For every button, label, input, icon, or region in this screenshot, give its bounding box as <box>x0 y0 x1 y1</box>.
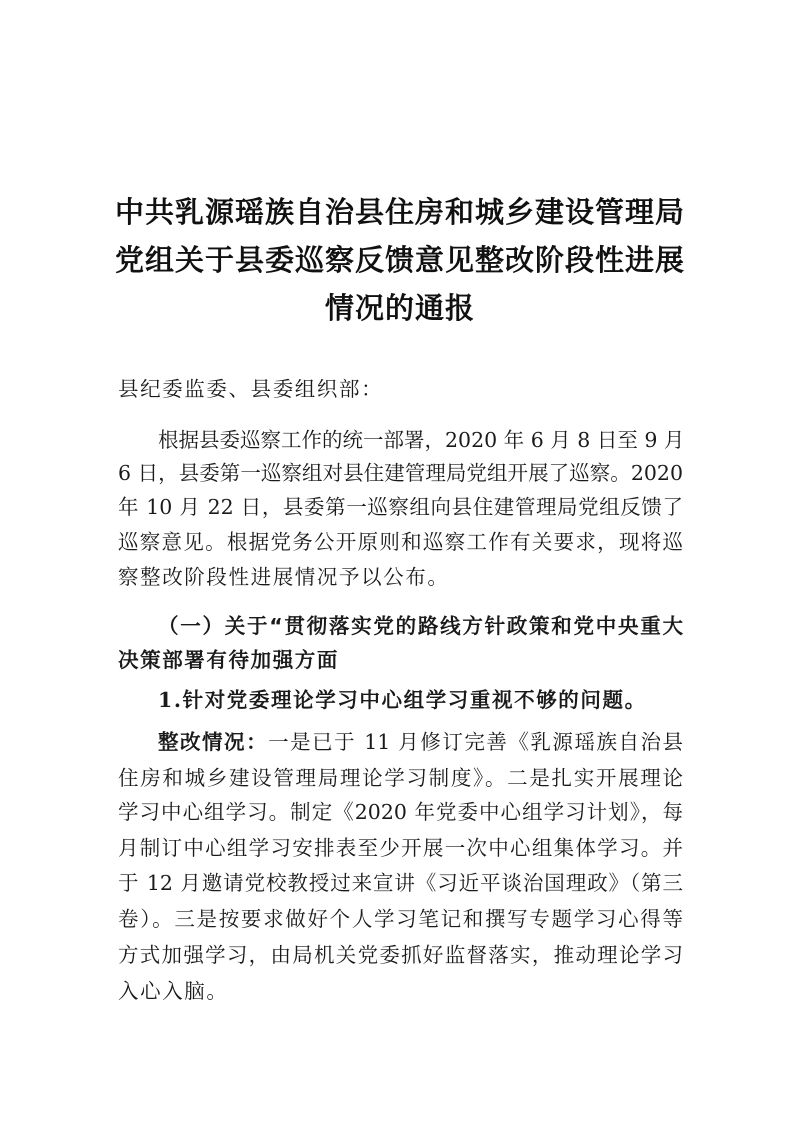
rectification-line-5: 于 12 月邀请党校教授过来宣讲《习近平谈治国理政》（第三 <box>118 871 683 895</box>
rectification-line-2: 住房和城乡建设管理局理论学习制度》。二是扎实开展理论 <box>118 766 683 790</box>
recipient-line: 县纪委监委、县委组织部： <box>118 377 384 401</box>
rectification-first-line-text: 一是已于 11 月修订完善《乳源瑶族自治县 <box>268 730 684 754</box>
section-heading-line-1: （一）关于“贯彻落实党的路线方针政策和党中央重大 <box>158 614 683 638</box>
document-title-line-3: 情况的通报 <box>324 291 475 325</box>
document-title-line-1: 中共乳源瑶族自治县住房和城乡建设管理局 <box>114 195 685 229</box>
rectification-line-7: 方式加强学习，由局机关党委抓好监督落实，推动理论学习 <box>118 943 683 967</box>
rectification-line-8: 入心入脑。 <box>118 979 229 1003</box>
intro-line-2: 6 日，县委第一巡察组对县住建管理局党组开展了巡察。2020 <box>118 461 683 485</box>
rectification-line-6: 卷）。三是按要求做好个人学习笔记和撰写专题学习心得等 <box>118 907 683 931</box>
rectification-label: 整改情况： <box>158 730 269 754</box>
intro-line-4: 巡察意见。根据党务公开原则和巡察工作有关要求，现将巡 <box>118 530 683 554</box>
section-heading-line-2: 决策部署有待加强方面 <box>118 648 339 672</box>
rectification-line-3: 学习中心组学习。制定《2020 年党委中心组学习计划》，每 <box>118 800 683 824</box>
rectification-line-1 <box>158 728 683 756</box>
sub-heading: 1.针对党委理论学习中心组学习重视不够的问题。 <box>158 688 647 712</box>
intro-line-5: 察整改阶段性进展情况予以公布。 <box>118 565 450 589</box>
document-title-line-2: 党组关于县委巡察反馈意见整改阶段性进展 <box>114 243 685 277</box>
intro-line-3: 年 10 月 22 日，县委第一巡察组向县住建管理局党组反馈了 <box>118 495 683 519</box>
intro-line-1: 根据县委巡察工作的统一部署，2020 年 6 月 8 日至 9 月 <box>158 428 685 452</box>
rectification-line-4: 月制订中心组学习安排表至少开展一次中心组集体学习。并 <box>118 836 683 860</box>
